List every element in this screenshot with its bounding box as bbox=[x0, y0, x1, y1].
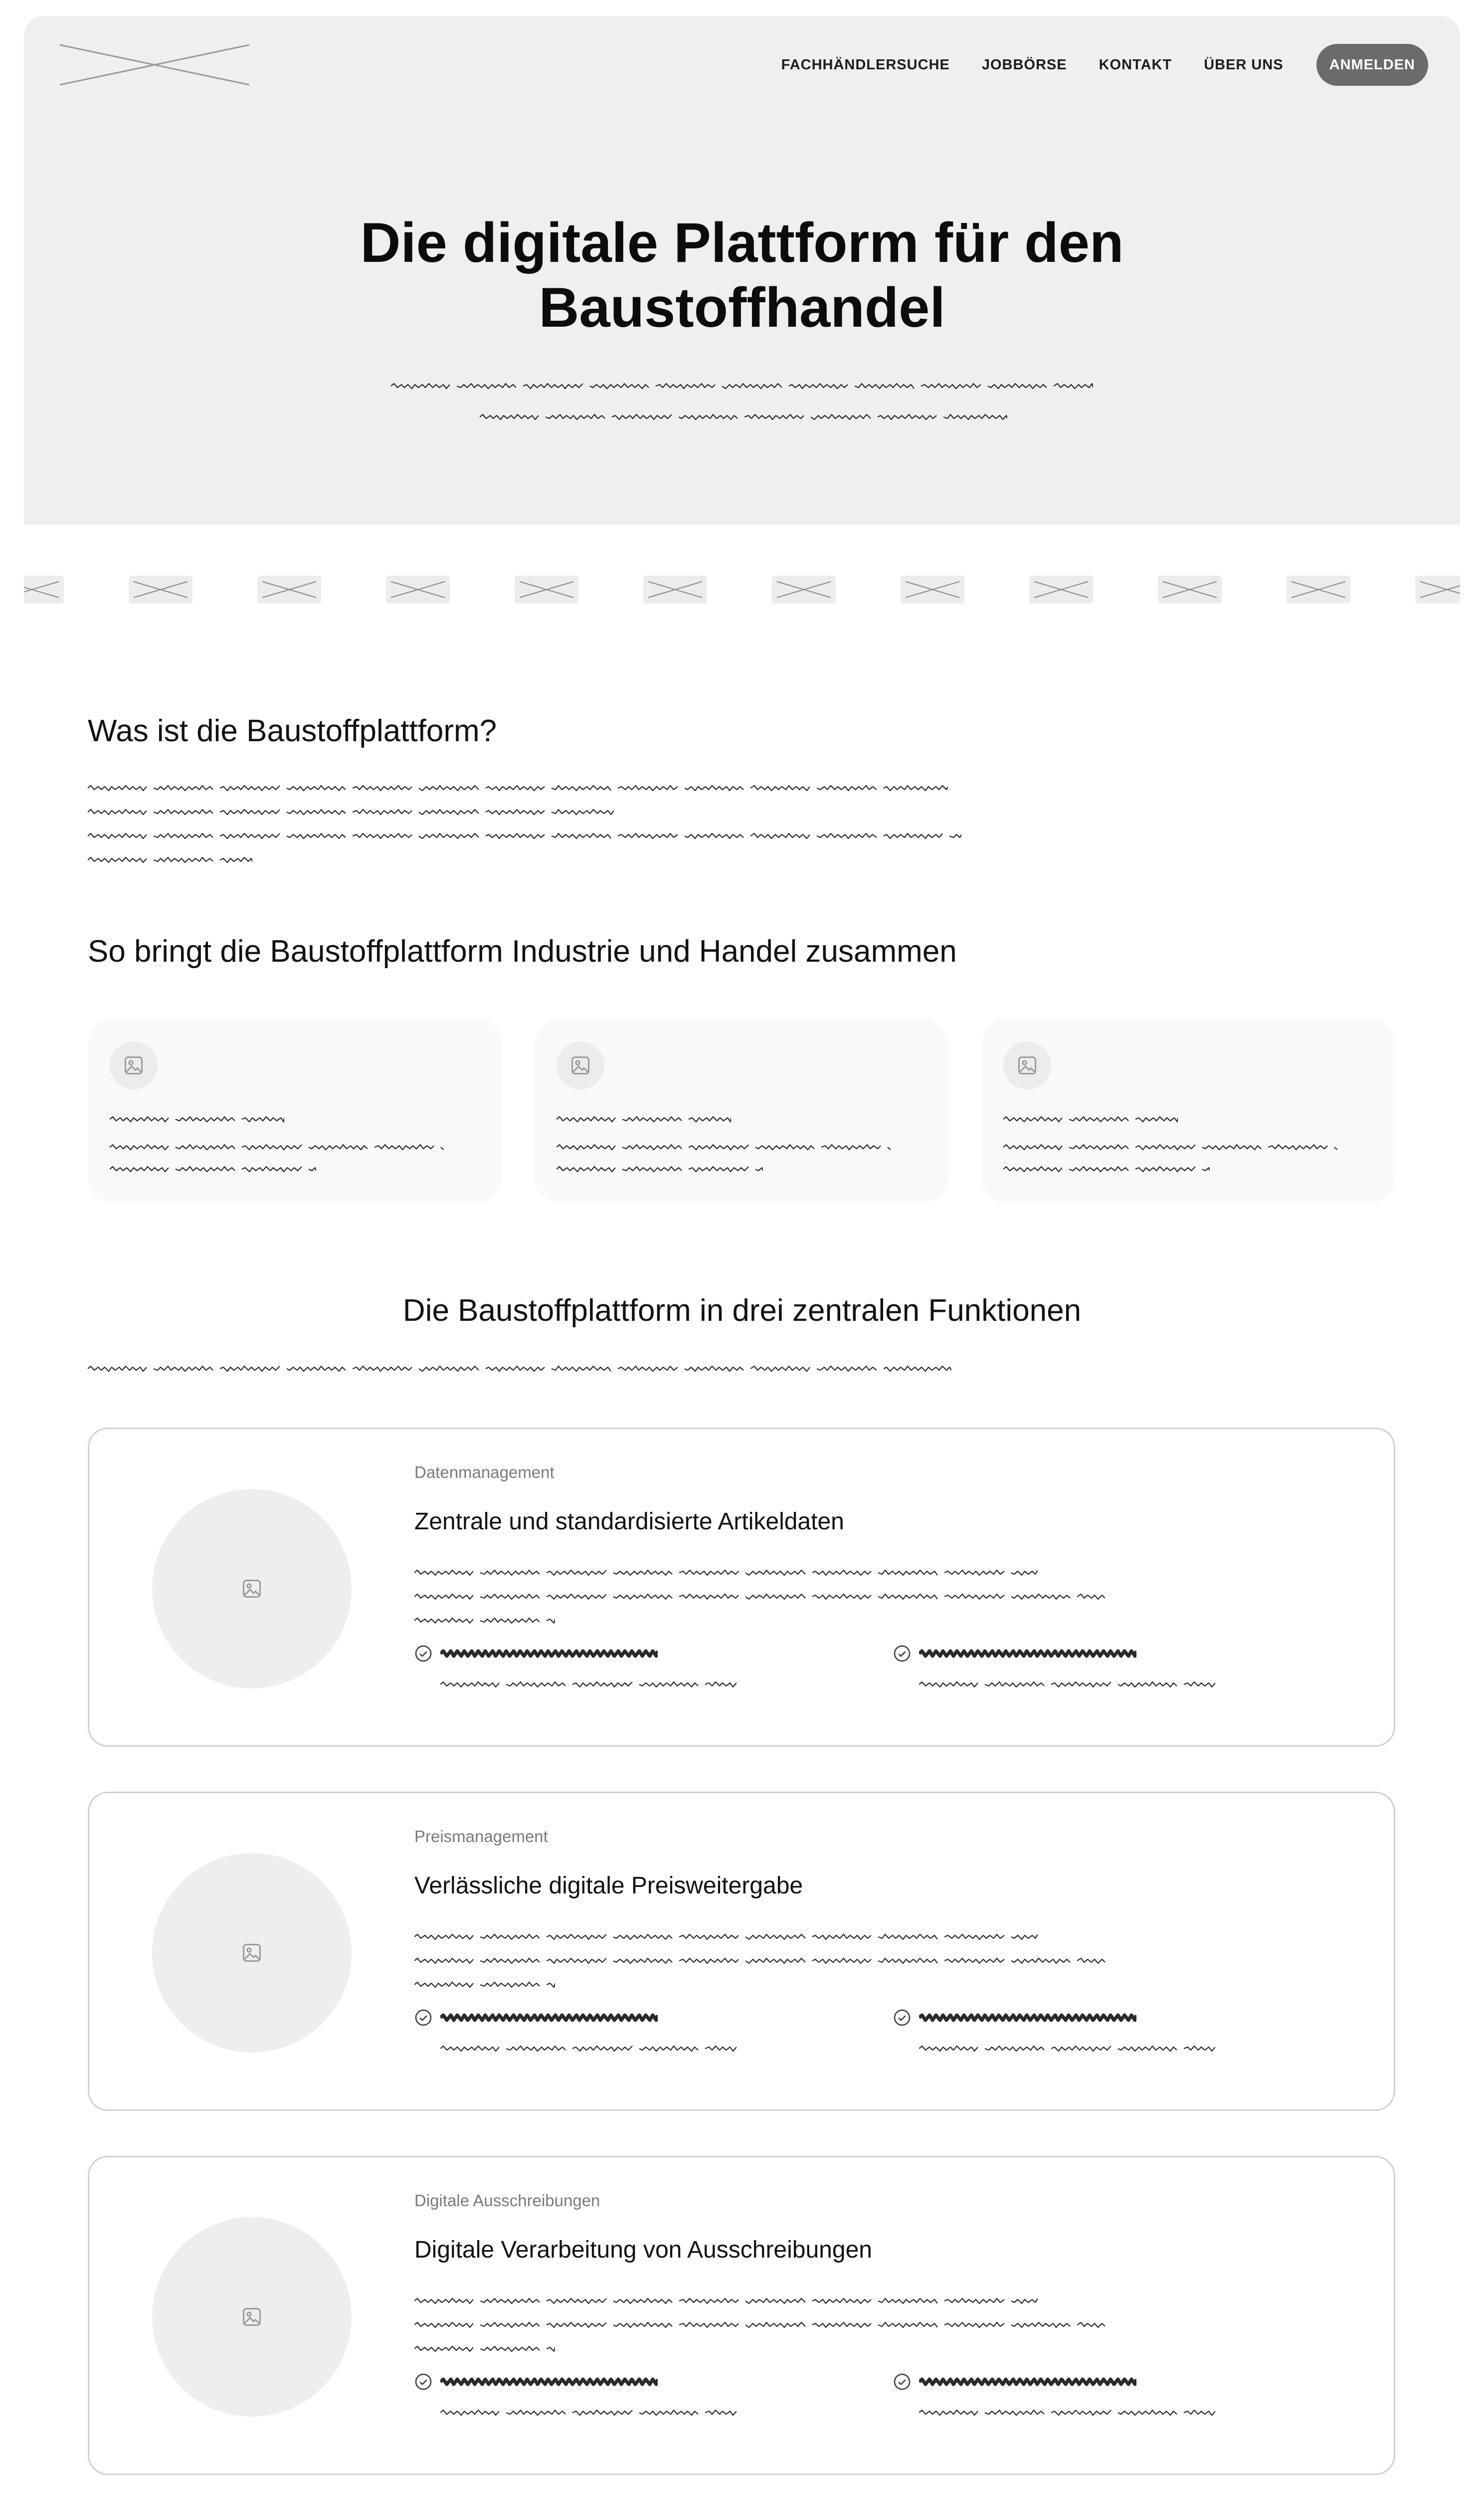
benefit-title-scribble bbox=[110, 1113, 284, 1125]
function-card-ausschreibungen bbox=[88, 2156, 1395, 2475]
feature-text-scribble bbox=[440, 2407, 737, 2419]
login-button[interactable]: ANMELDEN bbox=[1316, 44, 1428, 86]
function-label: Digitale Ausschreibungen bbox=[414, 2191, 600, 2210]
partner-logo-icon bbox=[1415, 576, 1460, 604]
function-card-datenmanagement bbox=[88, 1428, 1395, 1747]
placeholder-logo-icon[interactable] bbox=[60, 42, 249, 88]
nav-jobboerse[interactable]: JOBBÖRSE bbox=[981, 56, 1067, 73]
benefit-text-scribble bbox=[1003, 1141, 1337, 1153]
benefit-card bbox=[535, 1019, 948, 1203]
function-text-scribble bbox=[414, 2343, 555, 2355]
function-card-preismanagement bbox=[88, 1792, 1395, 2111]
function-text-scribble bbox=[414, 2295, 1038, 2307]
check-circle-icon bbox=[414, 2009, 432, 2027]
about-text-scribble bbox=[88, 854, 252, 866]
about-title: Was ist die Baustoffplattform? bbox=[88, 714, 497, 748]
partner-logo-icon bbox=[24, 576, 64, 604]
feature-text-scribble bbox=[919, 2043, 1215, 2055]
functions-title: Die Baustoffplattform in drei zentralen Funktionen bbox=[402, 1293, 1082, 1328]
function-text-scribble bbox=[414, 1615, 555, 1627]
benefit-text-scribble bbox=[110, 1141, 444, 1153]
hero-title-line2: Baustoffhandel bbox=[539, 276, 945, 339]
nav-ueber-uns[interactable]: ÜBER UNS bbox=[1204, 56, 1284, 73]
function-text-scribble bbox=[414, 1567, 1038, 1579]
partner-logo-icon bbox=[772, 576, 836, 604]
benefit-text-scribble bbox=[556, 1163, 763, 1175]
function-heading: Verlässliche digitale Preisweitergabe bbox=[414, 1872, 803, 1899]
benefit-card bbox=[981, 1019, 1395, 1203]
hero-title bbox=[24, 210, 1460, 340]
feature-title-scribble bbox=[440, 2012, 658, 2024]
feature-text-scribble bbox=[919, 2407, 1215, 2419]
feature-title-scribble bbox=[919, 2376, 1136, 2388]
main-nav bbox=[781, 44, 1428, 86]
feature-text-scribble bbox=[440, 1678, 737, 1690]
image-placeholder-icon bbox=[152, 1489, 352, 1688]
partner-logo-icon bbox=[1158, 576, 1222, 604]
page-frame bbox=[24, 16, 1460, 2494]
feature-title-scribble bbox=[919, 2012, 1136, 2024]
benefit-title-scribble bbox=[1003, 1113, 1178, 1125]
partner-logo-icon bbox=[901, 576, 964, 604]
function-heading: Zentrale und standardisierte Artikeldaten bbox=[414, 1508, 844, 1535]
check-circle-icon bbox=[414, 1645, 432, 1663]
partner-logo-strip bbox=[24, 576, 1460, 606]
about-text-scribble bbox=[88, 830, 961, 842]
partner-logo-icon bbox=[386, 576, 450, 604]
function-text-scribble bbox=[414, 1591, 1105, 1603]
hero-description-scribble-2 bbox=[480, 411, 1007, 423]
benefit-card bbox=[88, 1019, 502, 1203]
hero-section bbox=[24, 16, 1460, 525]
hero-title-line1: Die digitale Plattform für den bbox=[360, 211, 1124, 274]
feature-text-scribble bbox=[919, 1678, 1215, 1690]
function-text-scribble bbox=[414, 1979, 555, 1991]
partner-logo-icon bbox=[129, 576, 192, 604]
partner-logo-icon bbox=[1287, 576, 1350, 604]
feature-title-scribble bbox=[440, 1648, 658, 1660]
function-heading: Digitale Verarbeitung von Ausschreibungen bbox=[414, 2237, 872, 2263]
image-placeholder-icon bbox=[110, 1041, 158, 1089]
partner-logo-icon bbox=[257, 576, 321, 604]
check-circle-icon bbox=[414, 2373, 432, 2391]
nav-fachhaendlersuche[interactable]: FACHHÄNDLERSUCHE bbox=[781, 56, 950, 73]
function-label: Datenmanagement bbox=[414, 1463, 555, 1481]
about-text-scribble bbox=[88, 782, 948, 794]
partner-logo-icon bbox=[515, 576, 578, 604]
nav-kontakt[interactable]: KONTAKT bbox=[1099, 56, 1172, 73]
feature-title-scribble bbox=[919, 1648, 1136, 1660]
function-text-scribble bbox=[414, 1931, 1038, 1943]
functions-intro-scribble bbox=[88, 1363, 951, 1375]
benefit-text-scribble bbox=[1003, 1163, 1210, 1175]
function-text-scribble bbox=[414, 1955, 1105, 1967]
benefit-text-scribble bbox=[110, 1163, 316, 1175]
bring-together-title: So bringt die Baustoffplattform Industrie und Handel zusammen bbox=[88, 934, 957, 969]
benefit-text-scribble bbox=[556, 1141, 891, 1153]
feature-title-scribble bbox=[440, 2376, 658, 2388]
partner-logo-icon bbox=[1029, 576, 1093, 604]
about-text-scribble bbox=[88, 806, 614, 818]
image-placeholder-icon bbox=[556, 1041, 604, 1089]
check-circle-icon bbox=[893, 2373, 911, 2391]
feature-text-scribble bbox=[440, 2043, 737, 2055]
function-text-scribble bbox=[414, 2319, 1105, 2331]
check-circle-icon bbox=[893, 2009, 911, 2027]
benefit-title-scribble bbox=[556, 1113, 731, 1125]
image-placeholder-icon bbox=[152, 1853, 352, 2053]
check-circle-icon bbox=[893, 1645, 911, 1663]
function-label: Preismanagement bbox=[414, 1827, 548, 1846]
partner-logo-icon bbox=[643, 576, 707, 604]
hero-description-scribble-1 bbox=[391, 380, 1093, 392]
image-placeholder-icon bbox=[1003, 1041, 1051, 1089]
image-placeholder-icon bbox=[152, 2217, 352, 2417]
